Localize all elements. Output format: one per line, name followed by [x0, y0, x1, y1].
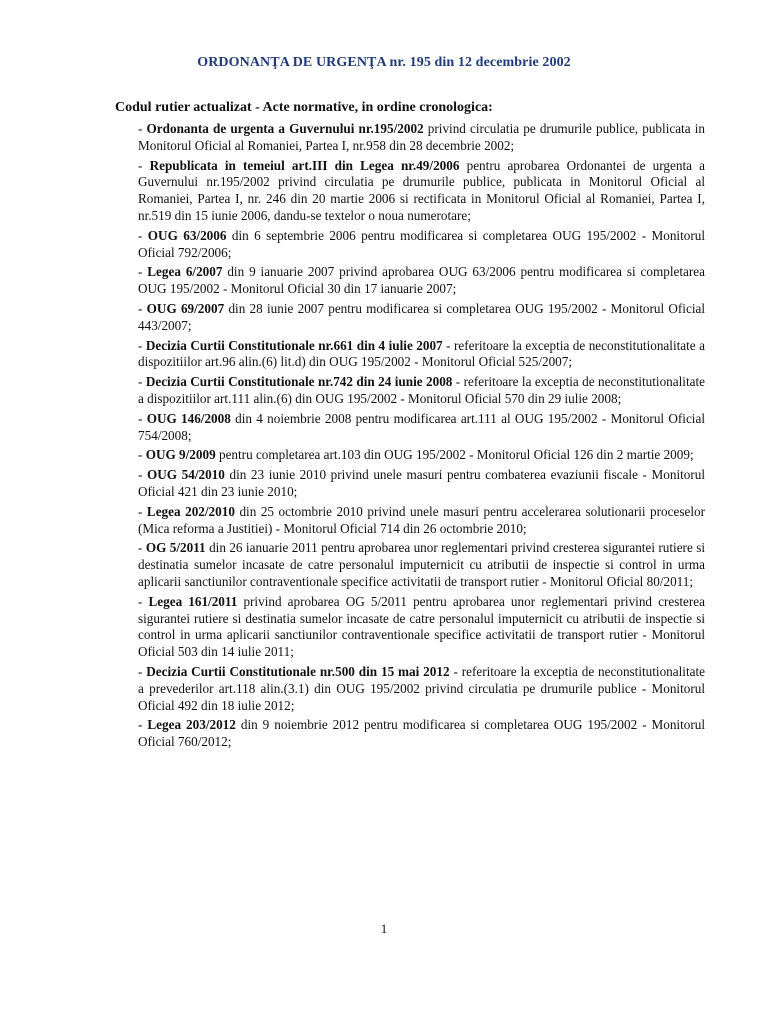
entry-act-name: Decizia Curtii Constitutionale nr.500 din 15 mai 2012 — [146, 663, 450, 679]
list-item — [138, 411, 705, 445]
entry-act-name: Ordonanta de urgenta a Guvernului nr.195/2002 — [146, 121, 424, 136]
page-number: 1 — [380, 921, 388, 936]
entry-description: din 4 noiembrie 2008 pentru modificarea art.111 al OUG 195/2002 - Monitorul Oficial 754/2008; — [138, 410, 705, 443]
entry-act-name: OUG 146/2008 — [146, 410, 231, 426]
entry-prefix: - — [138, 447, 146, 463]
entry-act-name: Republicata in temeiul art.III din Legea nr.49/2006 — [149, 157, 460, 173]
entry-description: pentru completarea art.103 din OUG 195/2002 - Monitorul Oficial 126 din 2 martie 2009; — [215, 447, 694, 463]
list-item — [138, 467, 705, 501]
entry-description: din 9 noiembrie 2012 pentru modificarea si completarea OUG 195/2002 - Monitorul Oficial 760/2012; — [138, 717, 706, 750]
entries-list — [138, 121, 705, 754]
entry-prefix: - — [138, 410, 147, 426]
entry-prefix: - — [138, 717, 148, 733]
list-item — [138, 447, 705, 464]
entry-prefix: - — [138, 540, 146, 556]
entry-description: pentru aprobarea Ordonantei de urgenta a Guvernului nr.195/2002 privind circulatia pe drumurile publice, publicata in Monitorul Oficial al Romaniei, Partea I, nr. 246 din 20 martie 2006 si rectificata in Monitorul Oficial al Romaniei, Partea I, nr.519 din 15 iunie 2006, dandu-se textelor o noua numerotare; — [138, 157, 705, 223]
list-item — [138, 504, 705, 538]
entry-act-name: Decizia Curtii Constitutionale nr.742 din 24 iunie 2008 — [145, 374, 453, 390]
entry-act-name: OG 5/2011 — [145, 540, 206, 556]
entry-description: privind aprobarea OG 5/2011 pentru aprobarea unor reglementari privind cresterea sigurantei rutiere si destinatia sumelor incasate de catre personalul imputernicit cu atributii de inspectie si control in urma aplicarii sanctiunilor contraventionale specifice activitatii de transport rutier - Monitorul Oficial 503 din 14 iulie 2011; — [138, 593, 705, 660]
entry-prefix: - — [138, 374, 146, 390]
entry-act-name: Legea 202/2010 — [146, 503, 235, 519]
entry-prefix: - — [138, 593, 149, 609]
entry-prefix: - — [138, 157, 150, 173]
list-item — [138, 594, 705, 661]
list-item — [138, 664, 705, 714]
entry-act-name: OUG 63/2006 — [147, 227, 227, 243]
entry-description: din 9 ianuarie 2007 privind aprobarea OUG 63/2006 pentru modificarea si completarea OUG 195/2002 - Monitorul Oficial 30 din 17 ianuarie 2007; — [138, 264, 705, 297]
list-item — [138, 228, 705, 262]
entry-description: din 26 ianuarie 2011 pentru aprobarea unor reglementari privind cresterea sigurantei rutiere si destinatia sumelor incasate de catre personalul imputernicit cu atributii de inspectie si control in urma aplicarii sanctiunilor contraventionale specifice activitatii de transport rutier - Monitorul Oficial 80/2011; — [138, 540, 706, 589]
entry-description: din 25 octombrie 2010 privind unele masuri pentru accelerarea solutionarii proceselor (Mica reforma a Justitiei) - Monitorul Oficial 714 din 26 octombrie 2010; — [138, 503, 705, 536]
section-heading: Codul rutier actualizat - Acte normative, in ordine cronologica: — [115, 100, 493, 115]
list-item — [138, 158, 705, 225]
entry-prefix: - — [138, 121, 147, 136]
entry-act-name: Legea 203/2012 — [147, 717, 236, 733]
entry-prefix: - — [138, 467, 147, 483]
entry-act-name: Legea 6/2007 — [147, 264, 223, 280]
list-item — [138, 301, 705, 335]
list-item — [138, 374, 705, 408]
entry-prefix: - — [138, 337, 146, 353]
entry-description: din 28 iunie 2007 pentru modificarea si completarea OUG 195/2002 - Monitorul Oficial 443/2007; — [138, 300, 705, 333]
list-item — [138, 540, 705, 590]
entry-act-name: OUG 54/2010 — [147, 467, 225, 483]
entry-description: - referitoare la exceptia de neconstitutionalitate a prevederilor art.118 alin.(3.1) din OUG 195/2002 privind circulatia pe drumurile publice - Monitorul Oficial 492 din 18 iulie 2012; — [138, 663, 705, 713]
entry-description: - referitoare la exceptia de neconstitutionalitate a dispozitiilor art.111 alin.(6) din OUG 195/2002 - Monitorul Oficial 570 din 29 iulie 2008; — [138, 374, 705, 406]
entry-prefix: - — [138, 227, 148, 243]
entry-prefix: - — [138, 264, 148, 280]
list-item — [138, 338, 705, 372]
entry-prefix: - — [138, 503, 147, 519]
list-item — [138, 717, 705, 751]
entry-description: - referitoare la exceptia de neconstitutionalitate a dispozitiilor art.96 alin.(6) lit.d) din OUG 195/2002 - Monitorul Oficial 525/2007; — [138, 337, 705, 370]
entry-prefix: - — [138, 663, 147, 679]
document-title: ORDONANŢA DE URGENŢA nr. 195 din 12 decembrie 2002 — [197, 55, 571, 70]
entry-act-name: OUG 9/2009 — [145, 447, 216, 463]
entry-act-name: Legea 161/2011 — [148, 593, 238, 609]
entry-act-name: OUG 69/2007 — [146, 300, 225, 316]
entry-description: privind circulatia pe drumurile publice, publicata in Monitorul Oficial al Romaniei, Partea I, nr.958 din 28 decembrie 2002; — [138, 121, 705, 153]
entry-description: din 23 iunie 2010 privind unele masuri pentru combaterea evaziunii fiscale - Monitorul Oficial 421 din 23 iunie 2010; — [138, 467, 706, 499]
list-item — [138, 264, 705, 298]
list-item — [138, 121, 705, 155]
entry-description: din 6 septembrie 2006 pentru modificarea si completarea OUG 195/2002 - Monitorul Oficial 792/2006; — [138, 227, 705, 260]
entry-act-name: Decizia Curtii Constitutionale nr.661 din 4 iulie 2007 — [145, 337, 443, 353]
entry-prefix: - — [138, 300, 147, 316]
